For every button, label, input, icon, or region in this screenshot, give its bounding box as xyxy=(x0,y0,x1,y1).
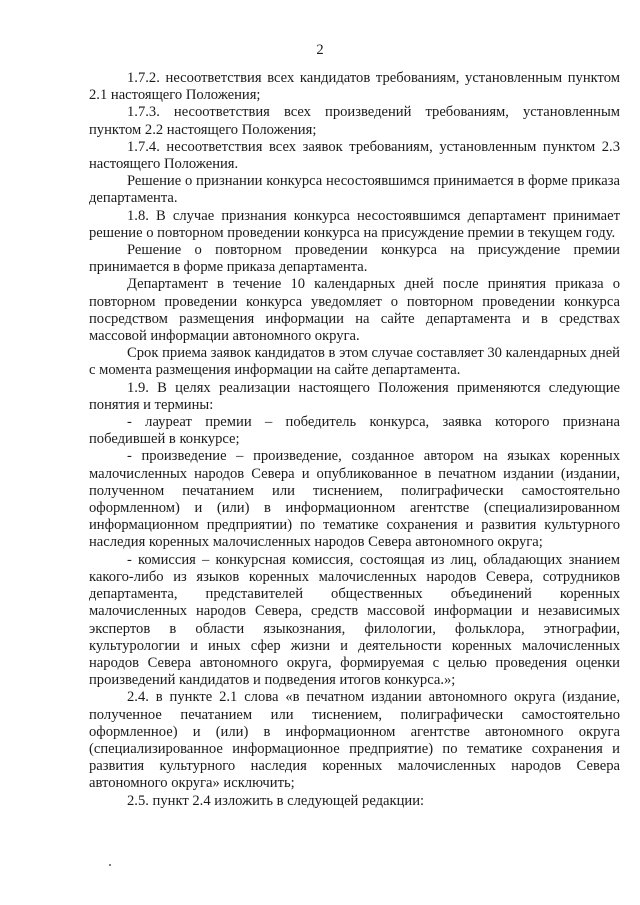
page-number: 2 xyxy=(316,42,324,58)
paragraph-1-9: 1.9. В целях реализации настоящего Положения применяются следующие понятия и термины: xyxy=(89,379,620,413)
paragraph-1-8: 1.8. В случае признания конкурса несостоявшимся департамент принимает решение о повторном проведении конкурса на присуждение премии в текущем году. xyxy=(89,207,620,241)
paragraph-failed-contest-decision: Решение о признании конкурса несостоявшимся принимается в форме приказа департамента. xyxy=(89,173,620,207)
paragraph-repeat-contest-decision: Решение о повторном проведении конкурса на присуждение премии принимается в форме приказа департамента. xyxy=(89,242,620,276)
paragraph-2-5: 2.5. пункт 2.4 изложить в следующей редакции: xyxy=(127,792,425,809)
document-body xyxy=(89,70,620,810)
definition-work: - произведение – произведение, созданное автором на языках коренных малочисленных народов Севера и опубликованное в печатном издании (издании, полученном печатанием или тиснением, полиграфически самостоятельно оформленном) и (или) в информационном агентстве (специализированном информационном предприятии) по тематике сохранения и развития культурного наследия коренных малочисленных народов Севера автономного округа; xyxy=(89,448,620,551)
paragraph-1-7-4: 1.7.4. несоответствия всех заявок требованиям, установленным пунктом 2.3 настоящего Положения. xyxy=(89,138,620,173)
paragraph-2-4: 2.4. в пункте 2.1 слова «в печатном издании автономного округа (издание, полученное печатанием или тиснением, полиграфически самостоятельно оформленное) и (или) в информационном агентстве автономного округа (специализированное информационное предприятие) по тематике сохранения и развития культурного наследия коренных малочисленных народов Севера автономного округа» исключить; xyxy=(89,689,620,792)
scan-speck xyxy=(109,864,111,866)
definition-laureate: - лауреат премии – победитель конкурса, заявка которого признана победившей в конкурсе; xyxy=(89,414,620,448)
paragraph-department-notice: Департамент в течение 10 календарных дней после принятия приказа о повторном проведении конкурса уведомляет о повторном проведении конкурса посредством размещения информации на сайте департамента и в средствах массовой информации автономного округа. xyxy=(89,276,620,345)
paragraph-application-deadline: Срок приема заявок кандидатов в этом случае составляет 30 календарных дней с момента размещения информации на сайте департамента. xyxy=(89,345,620,379)
definition-commission: - комиссия – конкурсная комиссия, состоящая из лиц, обладающих знанием какого-либо из языков коренных малочисленных народов Севера, сотрудников департамента, представителей общественных объединений коренных малочисленных народов Севера, средств массовой информации и независимых экспертов в области языкознания, филологии, фольклора, этнографии, культурологии и иных сфер жизни и деятельности коренных малочисленных народов Севера автономного округа, формируемая с целью проведения оценки произведений кандидатов и подведения итогов конкурса.»; xyxy=(89,551,620,689)
paragraph-1-7-2: 1.7.2. несоответствия всех кандидатов требованиям, установленным пунктом 2.1 настоящего Положения; xyxy=(89,70,620,104)
paragraph-1-7-3: 1.7.3. несоответствия всех произведений требованиям, установленным пунктом 2.2 настоящего Положения; xyxy=(89,104,620,138)
